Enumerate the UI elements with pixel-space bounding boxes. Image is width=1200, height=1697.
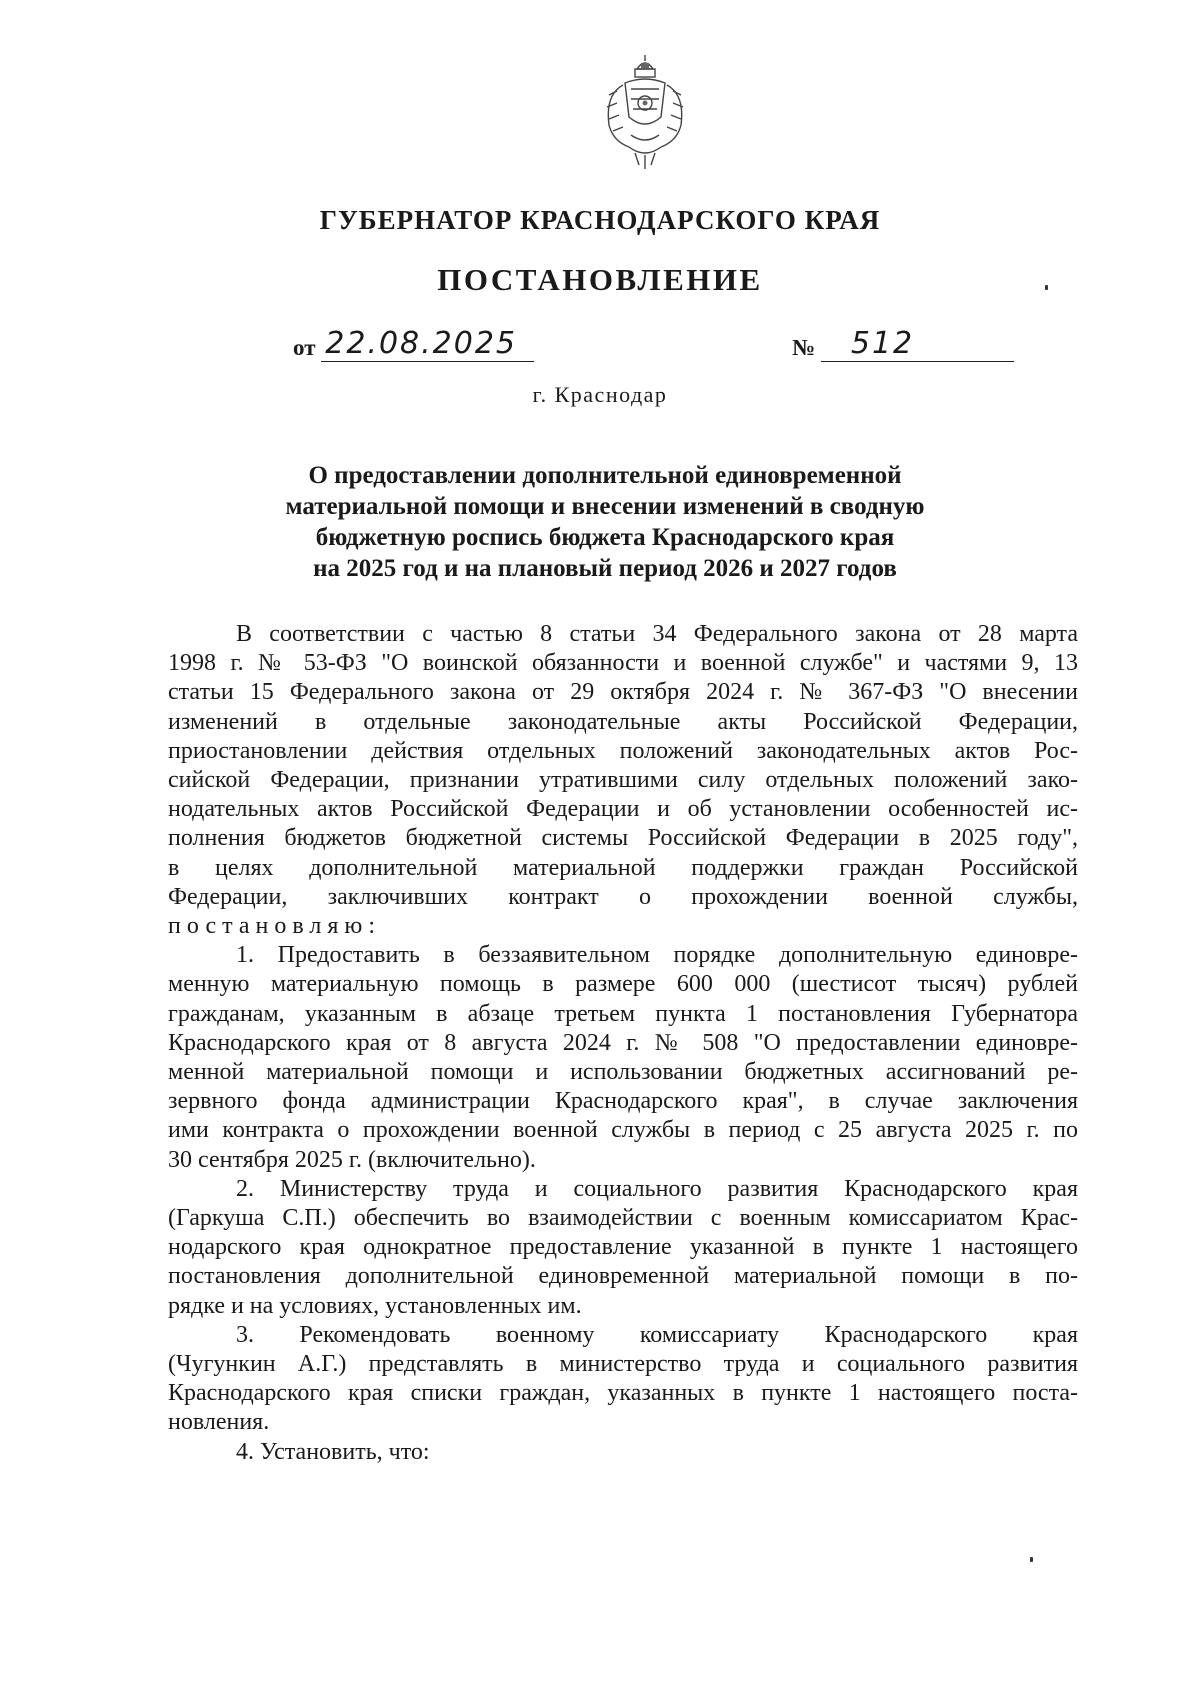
text-line: нодательных актов Российской Федерации и об установлении особенностей ис- (168, 796, 1078, 823)
text-line: (Гаркуша С.П.) обеспечить во взаимодействии с военным комиссариатом Крас- (168, 1205, 1078, 1232)
scan-speck (1045, 285, 1048, 290)
handwritten-number: 512 (821, 326, 1014, 362)
text-line: в целях дополнительной материальной поддержки граждан Российской (168, 854, 1078, 881)
text-line: приостановлении действия отдельных положений законодательных актов Рос- (168, 737, 1078, 764)
text-line: гражданам, указанным в абзаце третьем пункта 1 постановления Губернатора (168, 1000, 1078, 1027)
text-line: 1. Предоставить в беззаявительном порядке дополнительную единовре- (236, 942, 1078, 969)
title-line: О предоставлении дополнительной единовременной (308, 462, 902, 489)
document-body (168, 620, 1078, 1467)
number-field (792, 328, 1014, 364)
text-line: ими контракта о прохождении военной службы в период с 25 августа 2025 г. по (168, 1117, 1078, 1144)
text-line: Краснодарского края списки граждан, указанных в пункте 1 настоящего поста- (168, 1380, 1078, 1407)
text-line: зервного фонда администрации Краснодарского края", в случае заключения (168, 1088, 1078, 1115)
preamble-paragraph (168, 620, 1078, 941)
item-3-paragraph (168, 1321, 1078, 1438)
issuing-authority: ГУБЕРНАТОР КРАСНОДАРСКОГО КРАЯ (319, 205, 881, 235)
title-line: бюджетную роспись бюджета Краснодарского края (315, 524, 895, 551)
text-line: Краснодарского края от 8 августа 2024 г. № 508 "О предоставлении единовре- (168, 1029, 1078, 1056)
number-prefix: № (792, 335, 816, 360)
text-line: полнения бюджетов бюджетной системы Российской Федерации в 2025 году", (168, 825, 1078, 852)
text-line: 4. Установить, что: (236, 1438, 430, 1465)
item-1-paragraph (168, 941, 1078, 1175)
text-line: В соответствии с частью 8 статьи 34 Федерального закона от 28 марта (236, 621, 1078, 647)
text-line: менную материальную помощь в размере 600 000 (шестисот тысяч) рублей (168, 971, 1078, 998)
title-line: материальной помощи и внесении изменений в сводную (285, 493, 925, 520)
text-line: 2. Министерству труда и социального развития Краснодарского края (236, 1175, 1078, 1202)
text-line: сийской Федерации, признании утратившими силу отдельных положений зако- (168, 767, 1078, 794)
text-line: Федерации, заключивших контракт о прохождении военной службы, (168, 883, 1078, 910)
date-field (293, 328, 534, 364)
scan-speck (1030, 1557, 1033, 1562)
title-line: на 2025 год и на плановый период 2026 и 2027 годов (313, 555, 897, 582)
document-title (180, 460, 1030, 584)
text-line: нодарского края однократное предоставление указанной в пункте 1 настоящего (168, 1234, 1078, 1261)
text-line: 3. Рекомендовать военному комиссариату Краснодарского края (236, 1321, 1078, 1348)
item-4-paragraph (168, 1438, 1078, 1467)
text-line: (Чугункин А.Г.) представлять в министерство труда и социального развития (168, 1351, 1078, 1378)
text-line: новления. (168, 1409, 270, 1436)
text-line: 1998 г. № 53-ФЗ "О воинской обязанности и военной службе" и частями 9, 13 (168, 650, 1078, 677)
text-line: постановления дополнительной единовременной материальной помощи в по- (168, 1263, 1078, 1290)
text-line: рядке и на условиях, установленных им. (168, 1292, 582, 1319)
text-line: статьи 15 Федерального закона от 29 октября 2024 г. № 367-ФЗ "О внесении (168, 679, 1078, 706)
text-line: 30 сентября 2025 г. (включительно). (168, 1146, 536, 1173)
text-line: изменений в отдельные законодательные акты Российской Федерации, (168, 708, 1078, 735)
text-line: менной материальной помощи и использовании бюджетных ассигнований ре- (168, 1059, 1078, 1086)
date-prefix: от (293, 335, 316, 360)
handwritten-date: 22.08.2025 (321, 326, 534, 362)
resolve-word: постановляю: (168, 913, 381, 940)
document-type-heading: ПОСТАНОВЛЕНИЕ (437, 262, 763, 297)
city-line: г. Краснодар (532, 382, 668, 407)
item-2-paragraph (168, 1175, 1078, 1321)
coat-of-arms-emblem (595, 55, 695, 175)
